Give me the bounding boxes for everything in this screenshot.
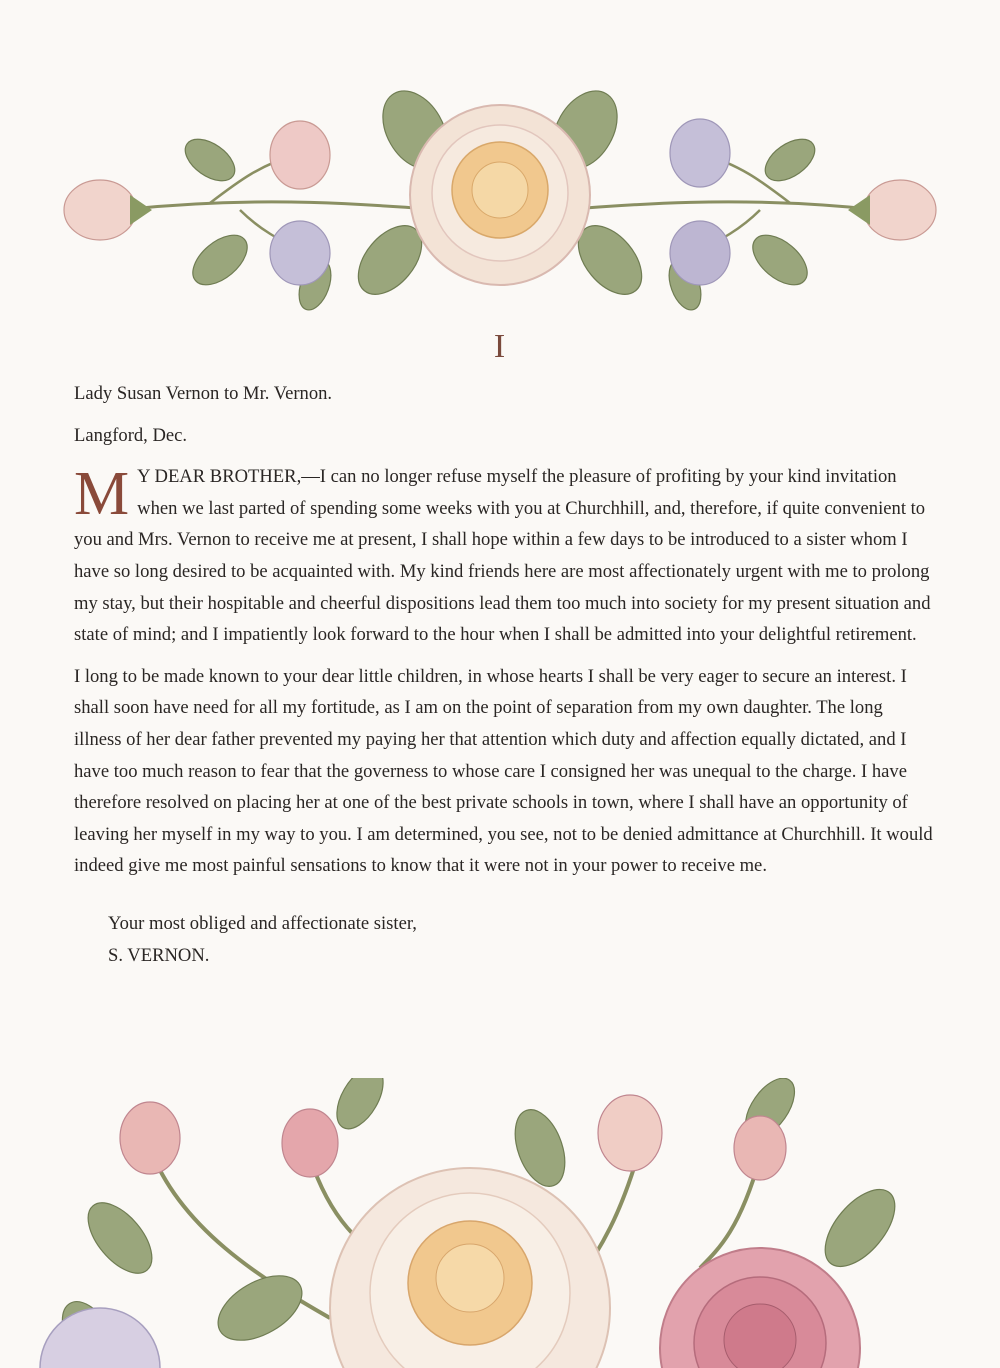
top-rose-garland-illustration <box>60 85 940 335</box>
letter-paragraph-1 <box>74 461 934 651</box>
closing-line: Your most obliged and affectionate sister, <box>108 912 417 934</box>
letter-paragraph-2: I long to be made known to your dear little children, in whose hearts I shall be very eager to secure an interest. I shall soon have need for all my fortitude, as I am on the point of separation from my own daughter. The long illness of her dear father prevented my paying her that attention which duty and affection equally dictated, and I have too much reason to fear that the governess to whose care I consigned her was unequal to the charge. I have therefore resolved on placing her at one of the best private schools in town, where I shall have an opportunity of leaving her myself in my way to you. I am determined, you see, not to be denied admittance at Churchhill. It would indeed give me most painful sensations to know that it were not in your power to receive me. <box>74 665 933 877</box>
paragraph-1-text: Y DEAR BROTHER,—I can no longer refuse myself the pleasure of profiting by your kind invitation when we last parted of spending some weeks with you at Churchhill, and, therefore, if quite convenient to you and Mrs. Vernon to receive me at present, I shall hope within a few days to be introduced to a sister whom I have so long desired to be acquainted with. My kind friends here are most affectionately urgent with me to prolong my stay, but their hospitable and cheerful dispositions lead them too much into society for my present situation and state of mind; and I impatiently look forward to the hour when I shall be admitted into your delightful retirement. <box>74 466 931 646</box>
signature: S. VERNON. <box>108 944 210 966</box>
letter-place-date: Langford, Dec. <box>74 424 188 446</box>
chapter-numeral: I <box>493 328 507 365</box>
drop-cap: M <box>74 460 130 529</box>
letter-body <box>74 378 934 971</box>
bottom-rose-bouquet-illustration <box>0 1078 1000 1368</box>
letter-heading: Lady Susan Vernon to Mr. Vernon. <box>74 383 333 404</box>
signoff <box>108 908 934 971</box>
